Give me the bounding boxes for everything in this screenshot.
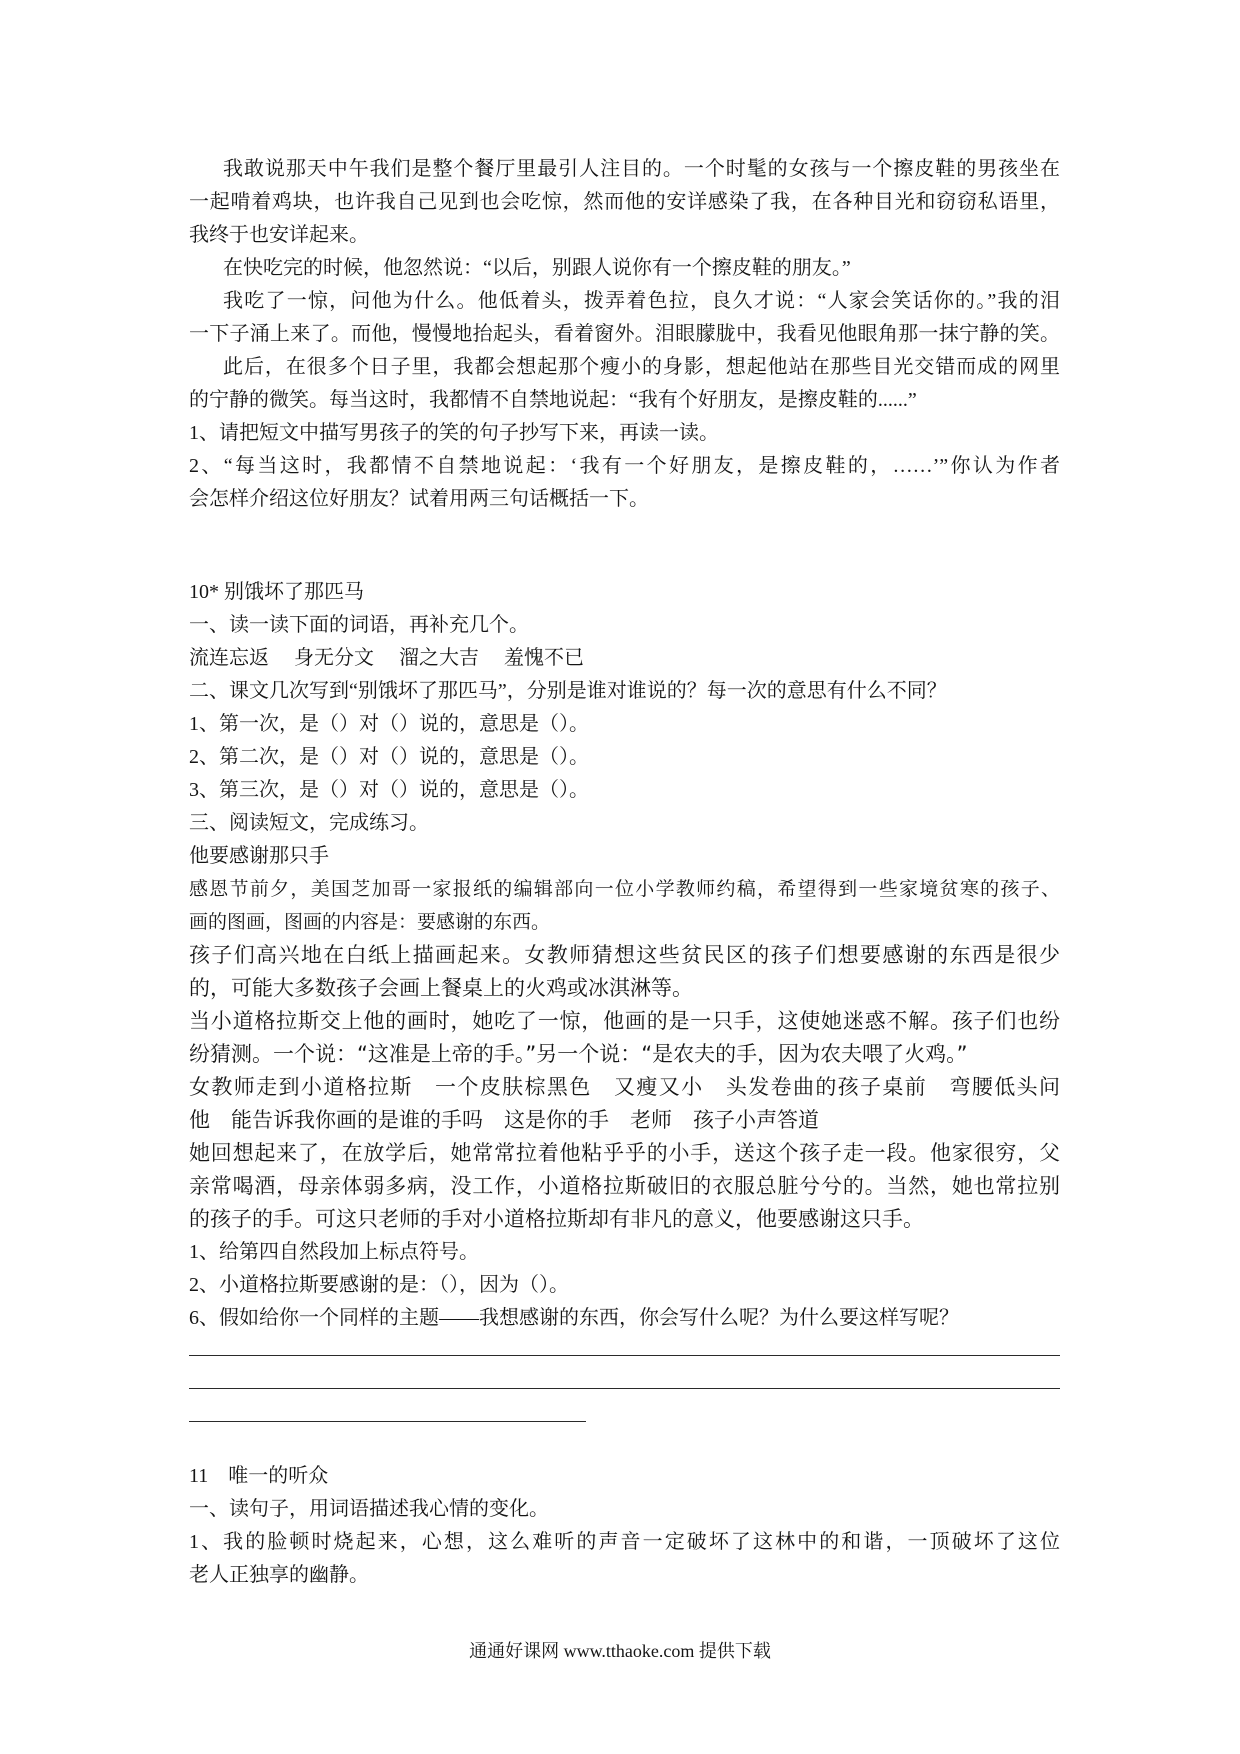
exercise-item: 3、第三次，是（）对（）说的，意思是（）。 xyxy=(189,779,589,801)
vocabulary-word: 溜之大吉 xyxy=(399,647,479,669)
vocabulary-word: 身无分文 xyxy=(294,647,374,669)
passage-paragraph xyxy=(189,1071,1060,1137)
excerpt-line: 的宁静的微笑。每当这时，我都情不自禁地说起：“我有个好朋友，是擦皮鞋的......” xyxy=(189,389,917,411)
footer-credit: 通通好课网 www.tthaoke.com 提供下载 xyxy=(469,1641,771,1661)
passage-line: 亲常喝酒，母亲体弱多病，没工作，小道格拉斯破旧的衣服总脏兮兮的。当然，她也常拉别 xyxy=(189,1174,1060,1198)
excerpt-question xyxy=(189,450,1060,516)
passage-line: 当小道格拉斯交上他的画时，她吃了一惊，他画的是一只手，这使她迷惑不解。孩子们也纷 xyxy=(189,1009,1060,1033)
passage-line: 感恩节前夕，美国芝加哥一家报纸的编辑部向一位小学教师约稿，希望得到一些家境贫寒的孩子、 xyxy=(189,878,1060,900)
lesson-title: 10* 别饿坏了那匹马 xyxy=(189,581,364,603)
exercise-heading: 三、阅读短文，完成练习。 xyxy=(189,812,429,834)
passage-line: 的孩子的手。可这只老师的手对小道格拉斯却有非凡的意义，他要感谢这只手。 xyxy=(189,1207,924,1231)
exercise-item: 1、给第四自然段加上标点符号。 xyxy=(189,1241,479,1263)
exercise-item xyxy=(189,1526,1060,1592)
excerpt-line: 在快吃完的时候，他忽然说：“以后，别跟人说你有一个擦皮鞋的朋友。” xyxy=(223,257,851,279)
excerpt-line: 此后，在很多个日子里，我都会想起那个瘦小的身影，想起他站在那些目光交错而成的网里 xyxy=(223,356,1060,378)
excerpt-paragraph xyxy=(189,351,1060,417)
exercise-item: 6、假如给你一个同样的主题——我想感谢的东西，你会写什么呢？为什么要这样写呢？ xyxy=(189,1307,959,1329)
passage-paragraph xyxy=(189,1005,1060,1071)
passage-line: 画的图画，图画的内容是：要感谢的东西。 xyxy=(189,911,551,933)
excerpt-line: 我敢说那天中午我们是整个餐厅里最引人注目的。一个时髦的女孩与一个擦皮鞋的男孩坐在 xyxy=(223,158,1060,180)
passage-line: 孩子们高兴地在白纸上描画起来。女教师猜想这些贫民区的孩子们想要感谢的东西是很少 xyxy=(189,943,1060,967)
answer-line xyxy=(189,1356,1060,1389)
excerpt-line: 我终于也安详起来。 xyxy=(189,224,369,246)
vocabulary-word: 羞愧不已 xyxy=(504,647,584,669)
vocabulary-words xyxy=(189,642,1060,675)
passage-line: 他 能告诉我你画的是谁的手吗 这是你的手 老师 孩子小声答道 xyxy=(189,1108,819,1132)
excerpt-paragraph xyxy=(189,285,1060,351)
passage-title: 他要感谢那只手 xyxy=(189,845,329,867)
excerpt-paragraph xyxy=(189,153,1060,252)
passage-paragraph xyxy=(189,939,1060,1005)
lesson-10 xyxy=(189,576,1060,1422)
question-line: 2、“每当这时，我都情不自禁地说起：‘我有一个好朋友，是擦皮鞋的，……’”你认为作者 xyxy=(189,455,1060,477)
exercise-item-line: 1、我的脸顿时烧起来，心想，这么难听的声音一定破坏了这林中的和谐，一顶破坏了这位 xyxy=(189,1531,1060,1553)
passage-paragraph xyxy=(189,1137,1060,1236)
passage-line: 纷猜测。一个说：“这准是上帝的手。”另一个说：“是农夫的手，因为农夫喂了火鸡。” xyxy=(189,1042,968,1066)
exercise-item: 2、小道格拉斯要感谢的是：（），因为（）。 xyxy=(189,1274,569,1296)
lesson-11 xyxy=(189,1460,1060,1592)
excerpt-line: 一起啃着鸡块，也许我自己见到也会吃惊，然而他的安详感染了我，在各种目光和窃窃私语里， xyxy=(189,191,1060,213)
excerpt-question xyxy=(189,417,1060,450)
exercise-item: 2、第二次，是（）对（）说的，意思是（）。 xyxy=(189,746,589,768)
question-line: 会怎样介绍这位好朋友？试着用两三句话概括一下。 xyxy=(189,488,649,510)
excerpt-line: 一下子涌上来了。而他，慢慢地抬起头，看着窗外。泪眼朦胧中，我看见他眼角那一抹宁静的笑。 xyxy=(189,323,1060,345)
lesson-title: 11 唯一的听众 xyxy=(189,1465,329,1487)
exercise-heading: 二、课文几次写到“别饿坏了那匹马”，分别是谁对谁说的？每一次的意思有什么不同？ xyxy=(189,680,947,702)
answer-lines xyxy=(189,1323,1060,1422)
excerpt-paragraph xyxy=(189,252,1060,285)
exercise-item-line: 老人正独享的幽静。 xyxy=(189,1564,369,1586)
vocabulary-word: 流连忘返 xyxy=(189,647,269,669)
reading-excerpt xyxy=(189,153,1060,516)
excerpt-line: 我吃了一惊，问他为什么。他低着头，拨弄着色拉，良久才说：“人家会笑话你的。”我的泪 xyxy=(223,290,1060,312)
exercise-item: 1、第一次，是（）对（）说的，意思是（）。 xyxy=(189,713,589,735)
answer-line xyxy=(189,1389,586,1422)
passage-paragraph xyxy=(189,873,1060,939)
passage-line: 女教师走到小道格拉斯 一个皮肤棕黑色 又瘦又小 头发卷曲的孩子桌前 弯腰低头问 xyxy=(189,1075,1060,1099)
passage-line: 她回想起来了，在放学后，她常常拉着他粘乎乎的小手，送这个孩子走一段。他家很穷，父 xyxy=(189,1141,1060,1165)
page-content xyxy=(189,153,1060,1592)
exercise-heading: 一、读一读下面的词语，再补充几个。 xyxy=(189,614,529,636)
question-line: 1、请把短文中描写男孩子的笑的句子抄写下来，再读一读。 xyxy=(189,422,719,444)
passage-line: 的，可能大多数孩子会画上餐桌上的火鸡或冰淇淋等。 xyxy=(189,976,693,1000)
exercise-heading: 一、读句子，用词语描述我心情的变化。 xyxy=(189,1498,549,1520)
